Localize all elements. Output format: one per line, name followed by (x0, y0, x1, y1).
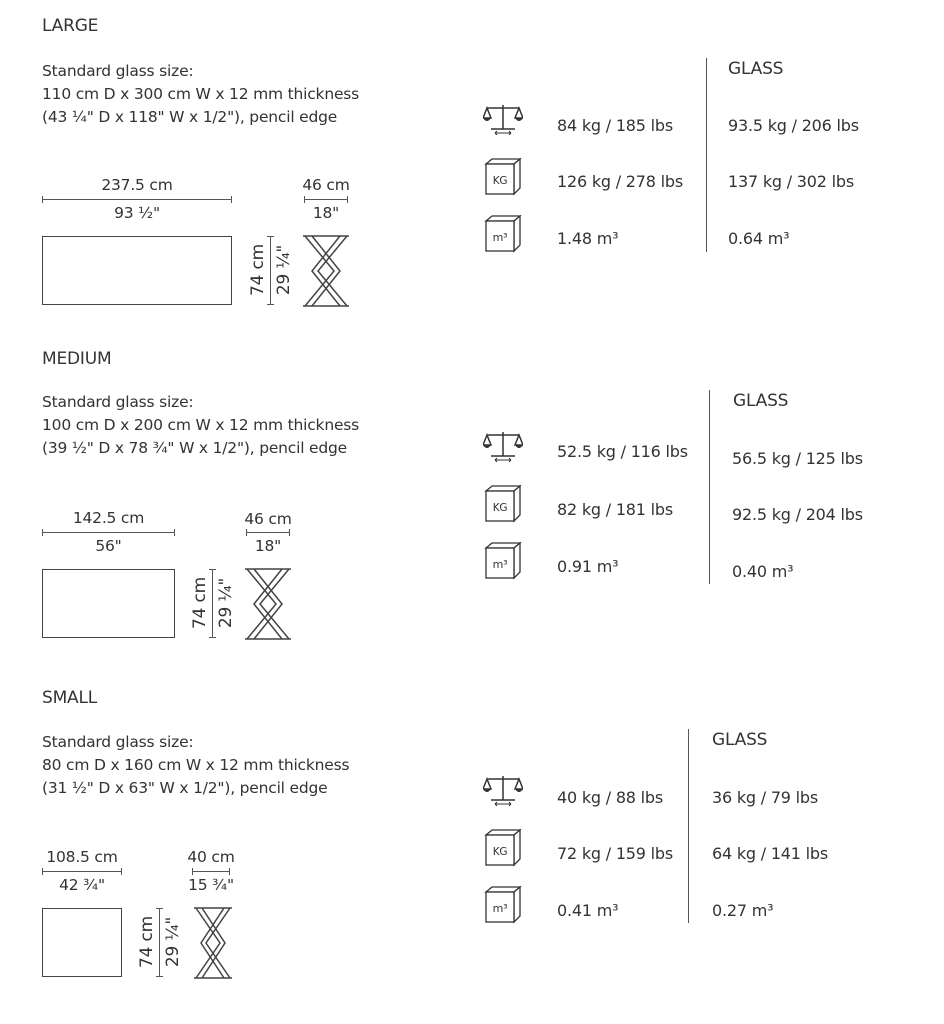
section-title: SMALL (42, 688, 98, 708)
scale-icon (483, 774, 523, 806)
svg-text:m³: m³ (492, 231, 508, 244)
volume: 1.48 m³ (557, 229, 619, 248)
kg-box-icon (484, 829, 522, 867)
column-divider (688, 729, 689, 923)
svg-text:KG: KG (492, 846, 508, 858)
depth-inches: 18" (254, 537, 282, 555)
height-dimension-line (159, 908, 160, 977)
depth-inches: 15 ¾" (188, 876, 234, 894)
volume-glass: 0.40 m³ (732, 562, 794, 581)
depth-inches: 18" (312, 204, 340, 222)
glass-column-header: GLASS (728, 59, 784, 79)
glass-size-imperial: (31 ½" D x 63" W x 1/2"), pencil edge (42, 779, 328, 797)
length-cm: 108.5 cm (46, 848, 118, 866)
height-inches: 29 ¼" (163, 916, 183, 968)
height-cm: 74 cm (137, 916, 157, 968)
section-title: MEDIUM (42, 349, 112, 369)
glass-size-metric: 80 cm D x 160 cm W x 12 mm thickness (42, 756, 350, 774)
depth-cm: 46 cm (302, 176, 350, 194)
package-weight: 126 kg / 278 lbs (557, 172, 683, 191)
length-inches: 93 ½" (114, 204, 160, 222)
height-cm: 74 cm (190, 577, 210, 629)
glass-size-imperial: (43 ¼" D x 118" W x 1/2"), pencil edge (42, 108, 338, 126)
net-weight-glass: 56.5 kg / 125 lbs (732, 449, 863, 468)
svg-text:m³: m³ (492, 902, 508, 915)
height-inches: 29 ¼" (216, 577, 236, 629)
depth-dimension-line (192, 871, 230, 872)
net-weight: 40 kg / 88 lbs (557, 788, 664, 807)
length-dimension-line (42, 871, 122, 872)
length-cm: 237.5 cm (101, 176, 173, 194)
glass-size-label: Standard glass size: (42, 733, 194, 751)
height-cm: 74 cm (248, 244, 268, 296)
svg-text:KG: KG (492, 502, 508, 514)
package-weight: 82 kg / 181 lbs (557, 500, 673, 519)
glass-column-header: GLASS (733, 391, 789, 411)
height-inches: 29 ¼" (274, 244, 294, 296)
glass-size-metric: 110 cm D x 300 cm W x 12 mm thickness (42, 85, 360, 103)
glass-size-metric: 100 cm D x 200 cm W x 12 mm thickness (42, 416, 360, 434)
volume-glass: 0.27 m³ (712, 901, 774, 920)
glass-size-label: Standard glass size: (42, 393, 194, 411)
x-base-side-view (193, 907, 233, 979)
net-weight: 84 kg / 185 lbs (557, 116, 673, 135)
package-weight-glass: 64 kg / 141 lbs (712, 844, 828, 863)
m3-box-icon (484, 886, 522, 924)
svg-text:m³: m³ (492, 558, 508, 571)
length-inches: 42 ¾" (59, 876, 105, 894)
length-cm: 142.5 cm (72, 509, 145, 527)
depth-cm: 40 cm (187, 848, 235, 866)
glass-size-label: Standard glass size: (42, 62, 194, 80)
package-weight: 72 kg / 159 lbs (557, 844, 673, 863)
net-weight-glass: 93.5 kg / 206 lbs (728, 116, 859, 135)
net-weight: 52.5 kg / 116 lbs (557, 442, 688, 461)
volume: 0.41 m³ (557, 901, 619, 920)
volume-glass: 0.64 m³ (728, 229, 790, 248)
package-weight-glass: 137 kg / 302 lbs (728, 172, 854, 191)
table-top-view (42, 908, 122, 977)
length-inches: 56" (95, 537, 122, 555)
section-title: LARGE (42, 16, 99, 36)
volume: 0.91 m³ (557, 557, 619, 576)
glass-column-header: GLASS (712, 730, 768, 750)
svg-text:KG: KG (492, 175, 508, 187)
glass-size-imperial: (39 ½" D x 78 ¾" W x 1/2"), pencil edge (42, 439, 348, 457)
net-weight-glass: 36 kg / 79 lbs (712, 788, 819, 807)
depth-cm: 46 cm (244, 510, 292, 528)
package-weight-glass: 92.5 kg / 204 lbs (732, 505, 863, 524)
